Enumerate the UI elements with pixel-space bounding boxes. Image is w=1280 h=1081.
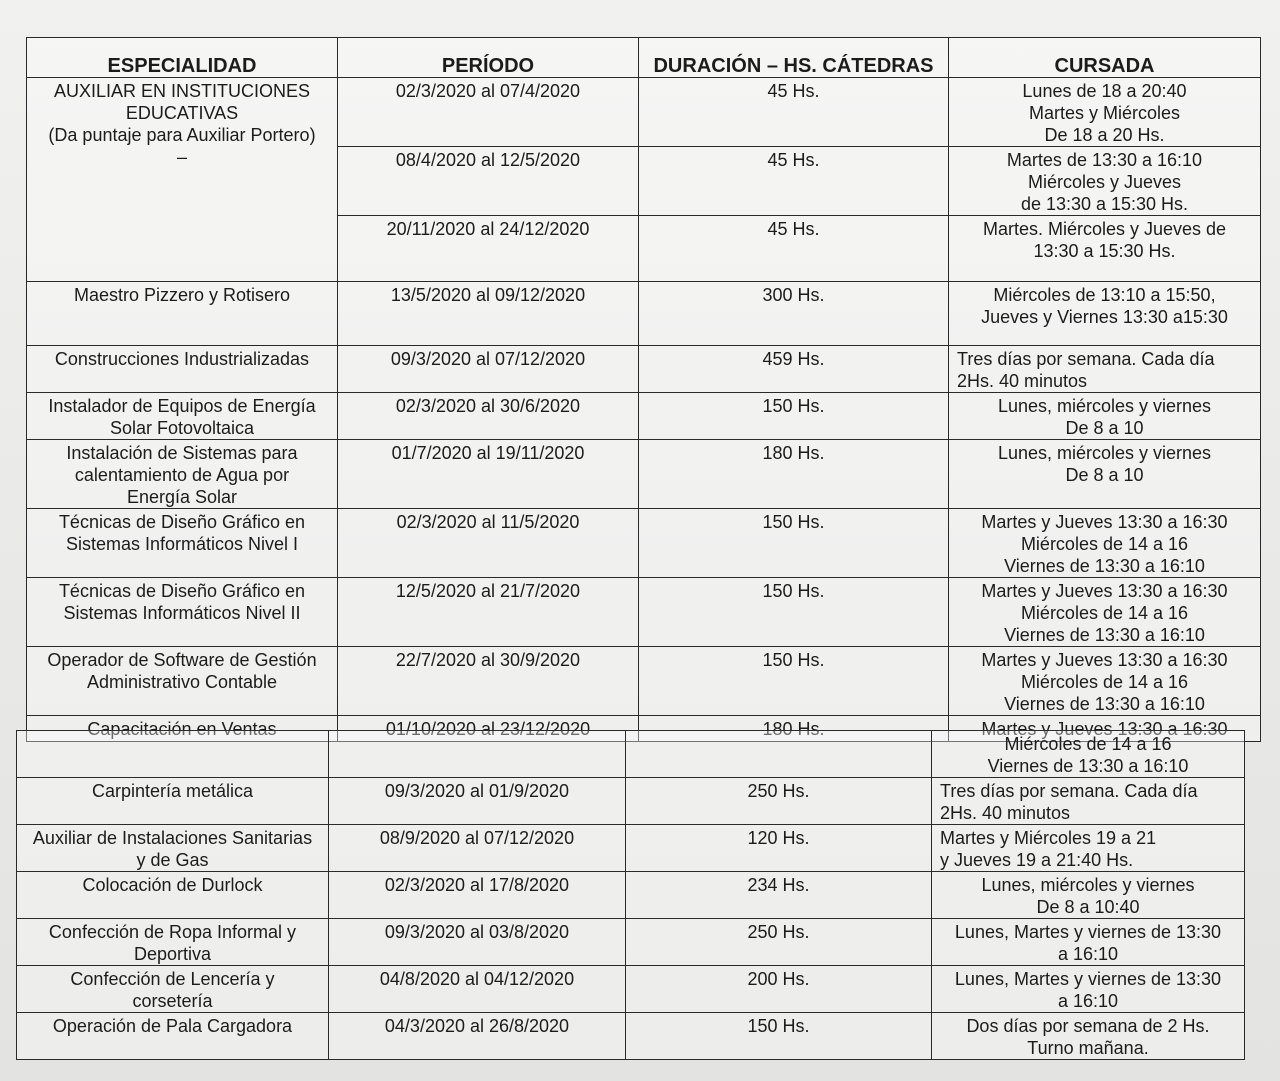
table-row (27, 393, 1261, 440)
cell-periodo: 12/5/2020 al 21/7/2020 (338, 578, 639, 647)
table-row (17, 872, 1245, 919)
cell-cursada: Miércoles de 14 a 16 Viernes de 13:30 a 16:10 (932, 731, 1245, 778)
table-row (17, 1013, 1245, 1060)
table-row (27, 282, 1261, 346)
cell-especialidad: Técnicas de Diseño Gráfico en Sistemas Informáticos Nivel I (27, 509, 338, 578)
cell-cursada: Tres días por semana. Cada día 2Hs. 40 minutos (949, 346, 1261, 393)
courses-table-bottom (16, 730, 1245, 1060)
header-row (27, 38, 1261, 78)
cell-periodo: 22/7/2020 al 30/9/2020 (338, 647, 639, 716)
cell-periodo: 20/11/2020 al 24/12/2020 (338, 216, 639, 282)
cell-duracion: 150 Hs. (639, 647, 949, 716)
table-row (17, 825, 1245, 872)
cell-especialidad (17, 731, 329, 778)
table-row (17, 966, 1245, 1013)
cell-cursada: Martes y Jueves 13:30 a 16:30 Miércoles de 14 a 16 Viernes de 13:30 a 16:10 (949, 578, 1261, 647)
cell-especialidad: Confección de Lencería y corsetería (17, 966, 329, 1013)
cell-periodo: 04/3/2020 al 26/8/2020 (329, 1013, 626, 1060)
cell-especialidad: Colocación de Durlock (17, 872, 329, 919)
cell-periodo (329, 731, 626, 778)
cell-periodo: 13/5/2020 al 09/12/2020 (338, 282, 639, 346)
cell-periodo: 02/3/2020 al 11/5/2020 (338, 509, 639, 578)
cell-duracion: 150 Hs. (639, 578, 949, 647)
cell-periodo: 01/10/2020 al 23/12/2020 (338, 716, 639, 742)
cell-cursada: Lunes, miércoles y viernes De 8 a 10 (949, 440, 1261, 509)
cell-periodo: 09/3/2020 al 07/12/2020 (338, 346, 639, 393)
cell-duracion: 120 Hs. (626, 825, 932, 872)
cell-cursada: Martes y Jueves 13:30 a 16:30 Miércoles de 14 a 16 Viernes de 13:30 a 16:10 (949, 647, 1261, 716)
table-row (27, 78, 1261, 147)
cell-especialidad: Maestro Pizzero y Rotisero (27, 282, 338, 346)
table-row (27, 647, 1261, 716)
cell-cursada: Lunes, miércoles y viernes De 8 a 10:40 (932, 872, 1245, 919)
courses-table-top (26, 37, 1261, 742)
table-row (27, 440, 1261, 509)
cell-duracion: 180 Hs. (639, 716, 949, 742)
header-especialidad: ESPECIALIDAD (27, 38, 338, 78)
cell-duracion: 150 Hs. (639, 393, 949, 440)
cell-periodo: 08/4/2020 al 12/5/2020 (338, 147, 639, 216)
cell-duracion: 150 Hs. (626, 1013, 932, 1060)
table-row (17, 919, 1245, 966)
cell-cursada: Martes y Jueves 13:30 a 16:30 Miércoles de 14 a 16 Viernes de 13:30 a 16:10 (949, 509, 1261, 578)
cell-duracion: 45 Hs. (639, 147, 949, 216)
cell-duracion: 180 Hs. (639, 440, 949, 509)
cell-cursada: Lunes, Martes y viernes de 13:30 a 16:10 (932, 919, 1245, 966)
table-row (27, 509, 1261, 578)
cell-duracion: 250 Hs. (626, 778, 932, 825)
cell-cursada: Dos días por semana de 2 Hs. Turno mañana. (932, 1013, 1245, 1060)
cell-cursada: Lunes, miércoles y viernes De 8 a 10 (949, 393, 1261, 440)
cell-periodo: 08/9/2020 al 07/12/2020 (329, 825, 626, 872)
cell-duracion: 45 Hs. (639, 216, 949, 282)
cell-cursada: Martes. Miércoles y Jueves de 13:30 a 15:30 Hs. (949, 216, 1261, 282)
cell-duracion: 200 Hs. (626, 966, 932, 1013)
cell-cursada: Lunes de 18 a 20:40 Martes y Miércoles De 18 a 20 Hs. (949, 78, 1261, 147)
cell-especialidad: Construcciones Industrializadas (27, 346, 338, 393)
cell-especialidad: Operación de Pala Cargadora (17, 1013, 329, 1060)
cell-cursada: Tres días por semana. Cada día 2Hs. 40 minutos (932, 778, 1245, 825)
cell-especialidad: AUXILIAR EN INSTITUCIONES EDUCATIVAS (Da puntaje para Auxiliar Portero) – (27, 78, 338, 282)
cell-duracion: 300 Hs. (639, 282, 949, 346)
cell-periodo: 09/3/2020 al 01/9/2020 (329, 778, 626, 825)
cell-duracion: 234 Hs. (626, 872, 932, 919)
cell-duracion: 459 Hs. (639, 346, 949, 393)
header-periodo: PERÍODO (338, 38, 639, 78)
cell-especialidad: Auxiliar de Instalaciones Sanitarias y de Gas (17, 825, 329, 872)
cell-especialidad: Capacitación en Ventas (27, 716, 338, 742)
cell-duracion (626, 731, 932, 778)
cell-duracion: 45 Hs. (639, 78, 949, 147)
header-cursada: CURSADA (949, 38, 1261, 78)
cell-duracion: 250 Hs. (626, 919, 932, 966)
header-duracion: DURACIÓN – HS. CÁTEDRAS (639, 38, 949, 78)
table-row (27, 346, 1261, 393)
cell-especialidad: Confección de Ropa Informal y Deportiva (17, 919, 329, 966)
cell-cursada: Martes y Miércoles 19 a 21 y Jueves 19 a 21:40 Hs. (932, 825, 1245, 872)
cell-especialidad: Carpintería metálica (17, 778, 329, 825)
cell-periodo: 01/7/2020 al 19/11/2020 (338, 440, 639, 509)
cell-especialidad: Instalador de Equipos de Energía Solar Fotovoltaica (27, 393, 338, 440)
cell-cursada: Martes de 13:30 a 16:10 Miércoles y Jueves de 13:30 a 15:30 Hs. (949, 147, 1261, 216)
cell-periodo: 09/3/2020 al 03/8/2020 (329, 919, 626, 966)
cell-periodo: 02/3/2020 al 30/6/2020 (338, 393, 639, 440)
table-row (27, 578, 1261, 647)
cell-cursada: Lunes, Martes y viernes de 13:30 a 16:10 (932, 966, 1245, 1013)
cell-duracion: 150 Hs. (639, 509, 949, 578)
cell-especialidad: Instalación de Sistemas para calentamiento de Agua por Energía Solar (27, 440, 338, 509)
cell-cursada: Martes y Jueves 13:30 a 16:30 (949, 716, 1261, 742)
table-row (17, 778, 1245, 825)
cell-cursada: Miércoles de 13:10 a 15:50, Jueves y Viernes 13:30 a15:30 (949, 282, 1261, 346)
cell-periodo: 04/8/2020 al 04/12/2020 (329, 966, 626, 1013)
cell-especialidad: Técnicas de Diseño Gráfico en Sistemas Informáticos Nivel II (27, 578, 338, 647)
table-row (17, 731, 1245, 778)
cell-periodo: 02/3/2020 al 17/8/2020 (329, 872, 626, 919)
cell-especialidad: Operador de Software de Gestión Administrativo Contable (27, 647, 338, 716)
cell-periodo: 02/3/2020 al 07/4/2020 (338, 78, 639, 147)
